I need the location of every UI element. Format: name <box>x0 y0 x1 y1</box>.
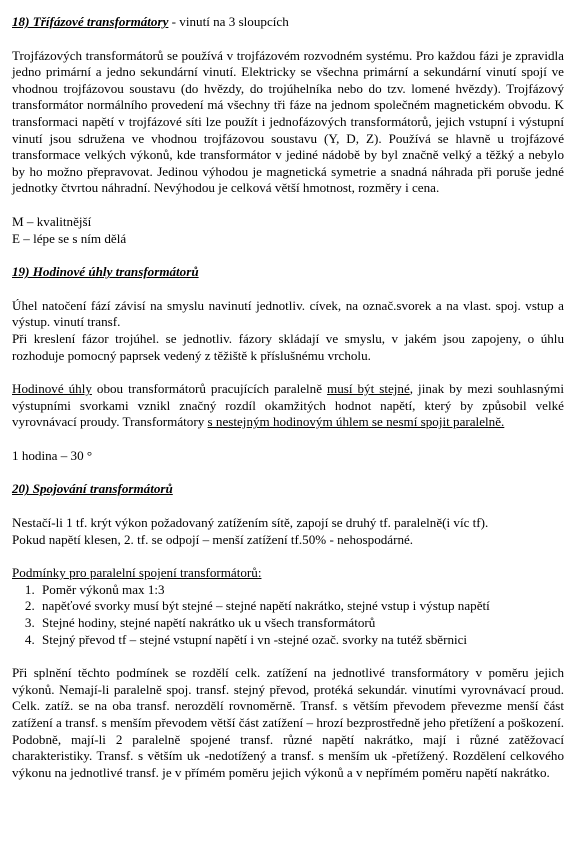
note-line: M – kvalitnější <box>12 213 92 229</box>
heading-line-18 <box>12 14 564 31</box>
text: obou transformátorů pracujících paralelně <box>91 381 328 397</box>
list-item: 1. Poměr výkonů max 1:3 <box>38 582 564 599</box>
list-item: 3. Stejné hodiny, stejné napětí nakrátko uk u všech transformátorů <box>38 615 564 632</box>
section-20 <box>12 481 564 781</box>
section-19 <box>12 264 564 464</box>
section-18 <box>12 14 564 247</box>
paragraph: Nestačí-li 1 tf. krýt výkon požadovaný zatížením sítě, zapojí se druhý tf. paralelně(i víc tf). <box>12 515 489 531</box>
paragraph: Trojfázových transformátorů se používá v trojfázovém rozvodném systému. Pro každou fázi je zpravidla jedno primární a jedno sekundární vinutí. Elektricky se všechna primární a sekundární vinutí spojí ve vhodnou trojfázovou soustavu (do hvězdy, do trojúhelníka nebo do tzv. lomené hvězdy). Trojfázový transformátor normálního provedení má všechny tři fáze na jednom společném magnetickém obvodu. K transformaci napětí v trojfázové síti lze použít i jednofázových transformátorů, jejich vstupní i výstupní vinutí jsou sdružena ve vhodnou trojfázovou soustavu (Y, D, Z). Používá se hlavně u trojfázové transformace velkých výkonů, kde transformátor v jediné nádobě by byl značně velký a těžký a nebylo by ho možno přepravovat. Jedinou výhodou je magnetická symetrie a snadná náhrada při poruše jedné jednotky čtvrtou náhradní. Nevýhodou je celková větší hmotnost, rozměry i cena. <box>12 47 564 196</box>
list-item: 4. Stejný převod tf – stejné vstupní napětí i vn -stejné ozač. svorky na tutéž sběrnici <box>38 632 564 649</box>
paragraph: Pokud napětí klesen, 2. tf. se odpojí – menší zatížení tf.50% - nehospodárné. <box>12 531 414 547</box>
section-subtitle: - vinutí na 3 sloupcích <box>168 14 289 29</box>
underlined-text: s nestejným hodinovým úhlem se nesmí spojit paralelně. <box>207 414 505 430</box>
section-heading: 18) Třífázové transformátory <box>12 14 169 29</box>
section-heading: 20) Spojování transformátorů <box>12 481 173 497</box>
list-item: 2. napěťové svorky musí být stejné – stejné napětí nakrátko, stejné vstup i výstup napětí <box>38 598 564 615</box>
note-line: E – lépe se s ním dělá <box>12 230 127 246</box>
text: , jinak by mezi souhlasnými výstupními svorkami vznikl značný rozdíl okamžitých hodnot napětí, který by způsobil velké vyrovnávací proudy. Transformátory <box>12 381 564 430</box>
conditions-list <box>12 582 564 648</box>
underlined-text: Hodinové úhly <box>12 381 92 397</box>
underlined-text: musí být stejné <box>327 381 410 397</box>
paragraph: Úhel natočení fází závisí na smyslu navinutí jednotliv. cívek, na označ.svorek a na vlast. spoj. vstup a výstup. vinutí transf. <box>12 297 564 330</box>
hour-line: 1 hodina – 30 ° <box>12 447 93 463</box>
paragraph <box>12 381 564 431</box>
document-page <box>12 14 564 781</box>
paragraph: Při kreslení fázor trojúhel. se jednotliv. fázory skládají ve smyslu, v jakém jsou zapojeny, o úhlu rozhoduje pomocný paprsek vedený z těžiště k příslušnému vrcholu. <box>12 330 564 363</box>
section-heading: 19) Hodinové úhly transformátorů <box>12 264 199 280</box>
paragraph: Při splnění těchto podmínek se rozdělí celk. zatížení na jednotlivé transformátory v poměru jejich výkonů. Nemají-li paralelně spoj. transf. stejný převod, protéká sekundár. vinutími vyrovnávací proud. Celk. zatíž. se na oba transf. nerozdělí rovnoměrně. Transf. s větším převodem převezme menší část zatížení a transf. s menším převodem větší část zatížení – hrozí bezprostředně jeho přetížení a poškození. Podobně, mají-li 2 paralelně spojené transf. různé napětí nakrátko, mají i různé zatěžovací charakteristiky. Transf. s větším uk -nedotížený a transf. s menším uk -přetížený. Rozdělení celkového výkonu na jednotlivé transf. je v přímém poměru jejich výkonů a v nepřímém poměru napětí nakrátko. <box>12 665 564 780</box>
conditions-title: Podmínky pro paralelní spojení transformátorů: <box>12 565 262 581</box>
